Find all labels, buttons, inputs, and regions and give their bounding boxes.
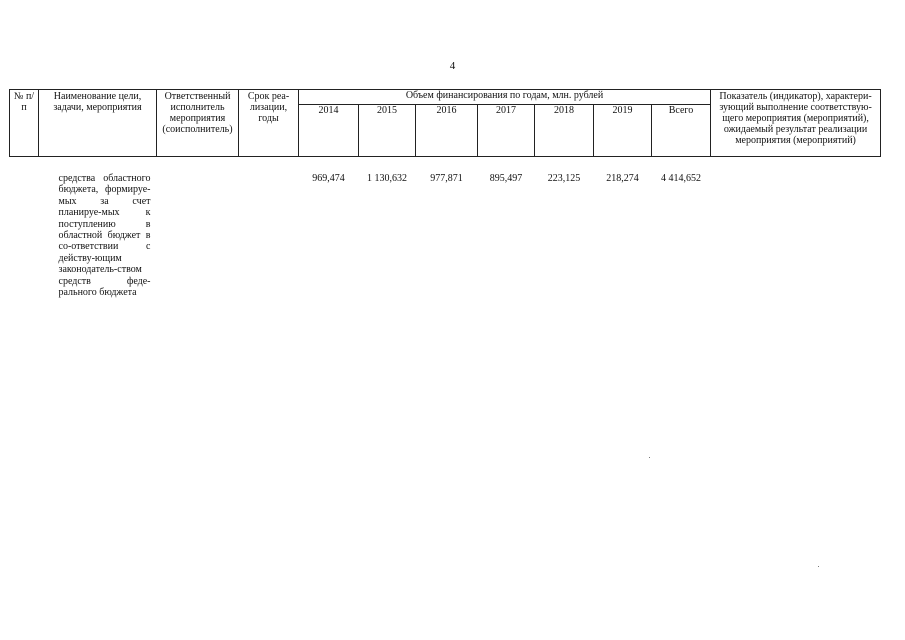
header-funding-group: Объем финансирования по годам, млн. рублей xyxy=(299,90,711,105)
header-term: Срок реа-лизации, годы xyxy=(239,90,299,157)
scan-speck xyxy=(818,566,819,567)
financing-table xyxy=(9,89,881,298)
cell-responsible xyxy=(157,157,239,299)
cell-value-total: 4 414,652 xyxy=(661,173,702,184)
cell-value-2017: 895,497 xyxy=(489,173,523,184)
header-total: Всего xyxy=(652,105,711,157)
table-row xyxy=(10,157,881,299)
cell-term xyxy=(239,157,299,299)
cell-value-2016: 977,871 xyxy=(430,173,463,184)
header-year: 2018 xyxy=(535,105,594,157)
header-indicator: Показатель (индикатор), характери-зующий выполнение соответствую-щего мероприятия (мероприятий), ожидаемый результат реализации мероприятия (мероприятий) xyxy=(711,90,881,157)
header-year: 2015 xyxy=(359,105,416,157)
cell-name: средства областного бюджета, формируе-мых за счет планируе-мых к поступлению в областной бюджет в со-ответствии с действу-ющим законодатель-ством средств феде-рального бюджета xyxy=(58,173,151,299)
cell-indicator xyxy=(711,157,881,299)
header-year: 2019 xyxy=(594,105,652,157)
cell-num xyxy=(10,157,39,299)
cell-value-2019: 218,274 xyxy=(606,173,639,184)
header-year: 2014 xyxy=(299,105,359,157)
cell-value-2015: 1 130,632 xyxy=(367,173,407,184)
header-name: Наименование цели, задачи, мероприятия xyxy=(39,90,157,157)
cell-value-2018: 223,125 xyxy=(547,173,581,184)
header-responsible: Ответственный исполнитель мероприятия (соисполнитель) xyxy=(157,90,239,157)
cell-value-2014: 969,474 xyxy=(312,173,345,184)
header-year: 2017 xyxy=(478,105,535,157)
header-row-top xyxy=(10,90,881,105)
scan-speck xyxy=(649,457,650,458)
header-num: № п/п xyxy=(10,90,39,157)
header-year: 2016 xyxy=(416,105,478,157)
page-number: 4 xyxy=(449,60,456,72)
